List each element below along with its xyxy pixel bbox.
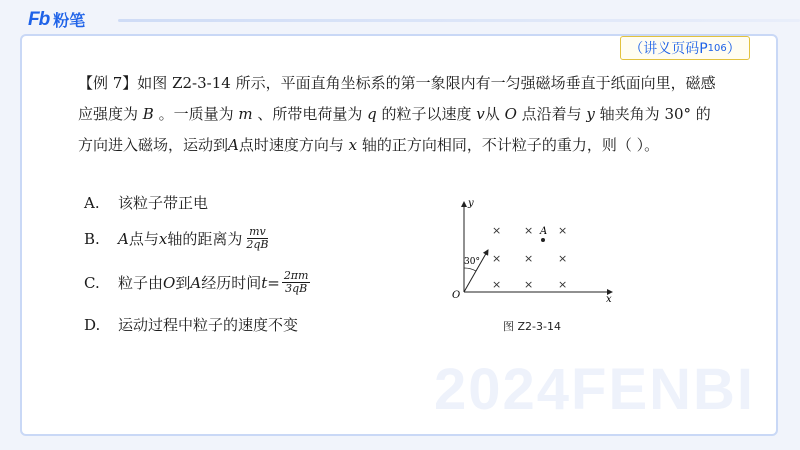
x-axis-label: x [606, 294, 612, 305]
option-letter: B. [84, 229, 100, 248]
fraction-2pim-3qb [282, 270, 311, 295]
question-part: 轴夹角为 30° 的方向进入磁场，运动到 [78, 105, 711, 154]
fraction-denominator: 3qB [285, 282, 308, 295]
point-a [541, 238, 545, 242]
option-text: 运动过程中粒子的速度不变 [118, 316, 299, 334]
question-text [78, 68, 724, 161]
field-cross: × [558, 252, 568, 265]
origin-label: O [452, 290, 461, 301]
option-text: 到 [175, 274, 191, 292]
var-t: t [261, 273, 268, 292]
var-x: x [348, 136, 358, 154]
option-text: 点与 [128, 230, 159, 248]
question-part: 【例 7】如图 Z2-3-14 所示，平面直角坐标系的第一象限内有一匀强磁场垂直于纸面向里，磁感应强度为 [78, 74, 716, 123]
option-a[interactable] [84, 192, 208, 213]
field-cross: × [558, 224, 568, 237]
brand-logo [28, 8, 85, 31]
field-cross: × [524, 252, 534, 265]
field-cross: × [524, 278, 534, 291]
var-A: A [228, 136, 239, 154]
var-A: A [118, 229, 129, 248]
var-v: v [476, 105, 485, 123]
question-part: 点时速度方向与 [238, 136, 349, 154]
page-ref-number: 106 [707, 42, 727, 54]
field-cross: × [492, 224, 502, 237]
angle-arc [464, 268, 476, 271]
field-cross: × [558, 278, 568, 291]
header-divider [118, 19, 800, 22]
field-crosses [492, 224, 567, 291]
question-part: 轴的正方向相同，不计粒子的重力，则（ ）。 [357, 136, 660, 154]
var-m: m [238, 105, 253, 123]
var-O: O [163, 273, 176, 292]
option-text: 该粒子带正电 [118, 194, 209, 212]
var-A: A [190, 273, 202, 292]
option-text: 经历时间 [201, 274, 262, 292]
option-letter: D. [84, 315, 101, 334]
watermark: 2024FENBI [434, 357, 756, 422]
question-part: 。一质量为 [153, 105, 239, 123]
var-O: O [504, 105, 517, 123]
brand-mark: Fb [28, 8, 50, 30]
var-q: q [367, 105, 377, 123]
field-cross: × [492, 252, 502, 265]
question-part: 从 [484, 105, 505, 123]
fraction-numerator: mv [249, 225, 266, 238]
figure-caption: 图 Z2-3-14 [503, 320, 561, 333]
y-axis-label: y [468, 198, 474, 209]
magnetic-field-figure [444, 196, 624, 306]
equals-sign: = [267, 273, 280, 292]
page-reference-badge [620, 36, 750, 60]
brand-name: 粉笔 [53, 11, 86, 30]
field-cross: × [524, 224, 534, 237]
option-d[interactable] [84, 314, 298, 335]
option-b[interactable] [84, 226, 270, 251]
var-y: y [586, 105, 595, 123]
page-ref-label: （讲义页码P [629, 41, 708, 57]
var-x: x [158, 229, 168, 248]
angle-label: 30° [464, 257, 480, 267]
option-letter: C. [84, 273, 100, 292]
fraction-mv-2qb [244, 226, 270, 251]
var-B: B [142, 105, 154, 123]
question-part: 点沿着与 [516, 105, 587, 123]
option-letter: A. [84, 193, 100, 212]
page-ref-close: ） [726, 41, 741, 57]
option-c[interactable] [84, 270, 310, 295]
option-text: 轴的距离为 [167, 230, 243, 248]
option-text: 粒子由 [118, 274, 164, 292]
point-a-label: A [540, 226, 548, 237]
fraction-denominator: 2qB [246, 238, 269, 251]
fraction-numerator: 2πm [283, 269, 309, 282]
question-part: 、所带电荷量为 [252, 105, 368, 123]
question-part: 的粒子以速度 [376, 105, 477, 123]
field-cross: × [492, 278, 502, 291]
